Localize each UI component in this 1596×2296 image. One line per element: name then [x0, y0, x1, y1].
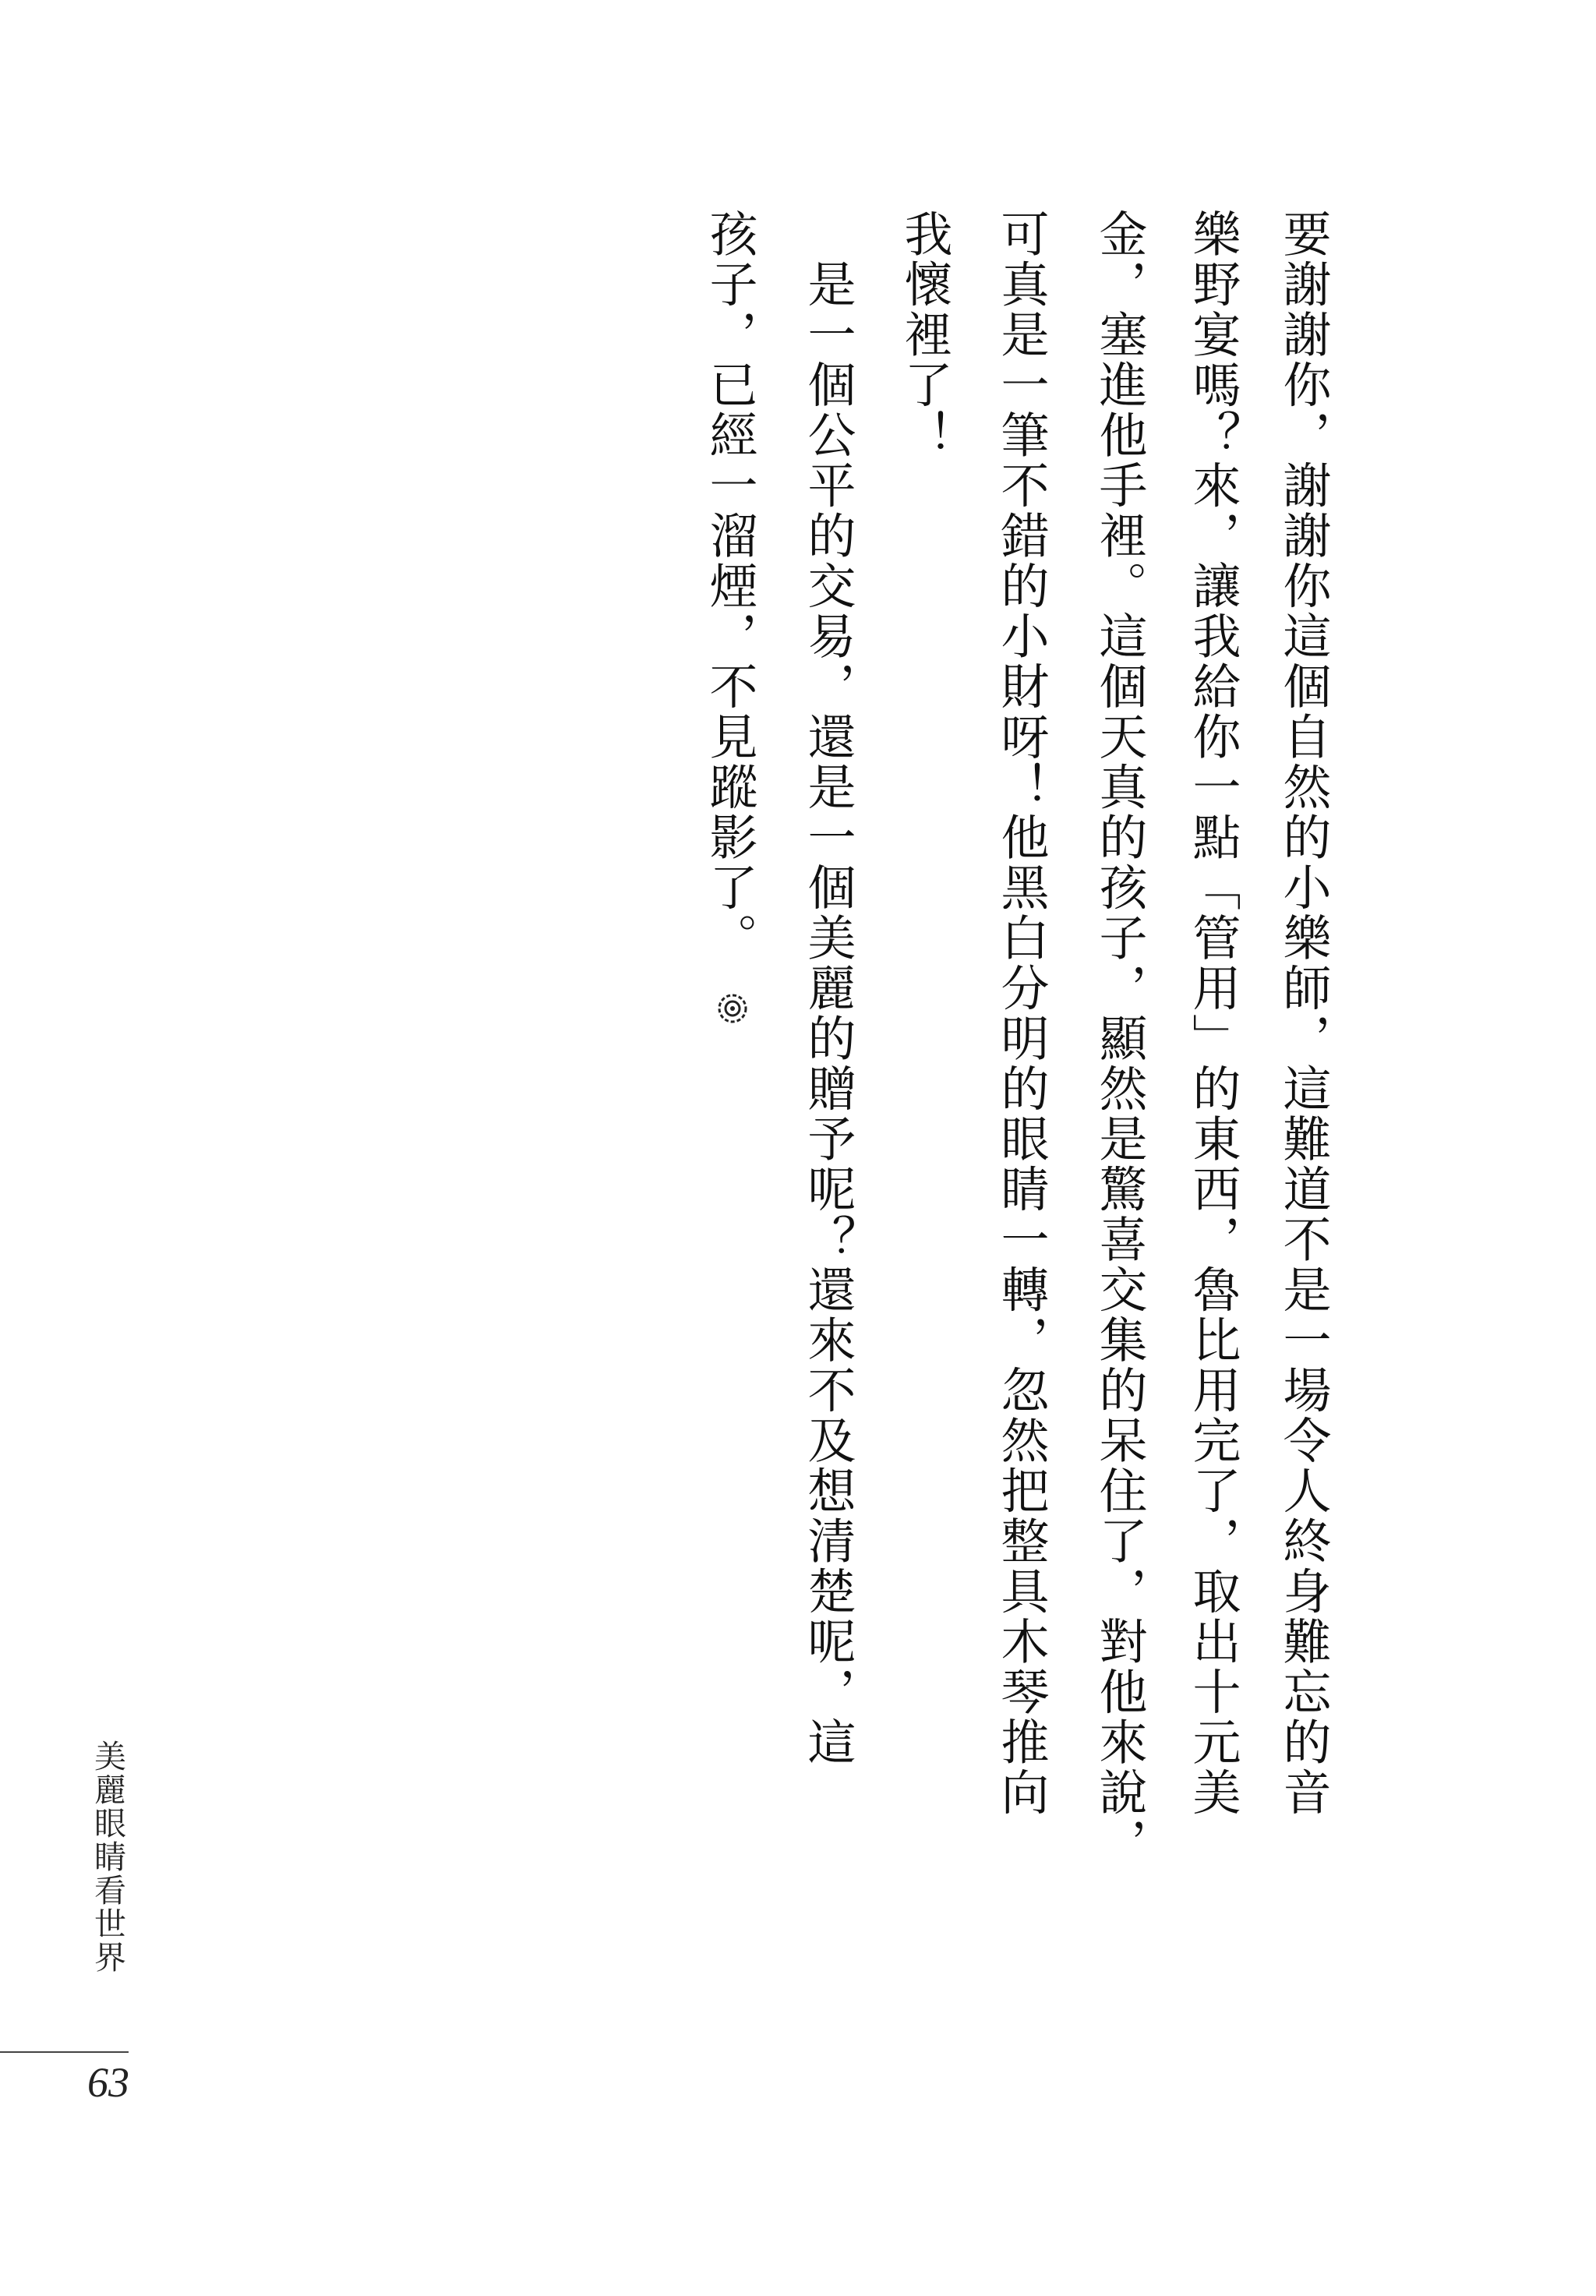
page-number: 63 [87, 2059, 129, 2106]
text-column-4: 可真是一筆不錯的小財呀！他黑白分明的眼睛一轉，忽然把整具木琴推向 [993, 209, 1050, 1817]
text-column-5: 我懷裡了！ [896, 209, 953, 461]
text-column-3: 金，塞進他手裡。這個天真的孩子，顯然是驚喜交集的呆住了，對他來說， [1091, 209, 1148, 1868]
text-column-6: 是一個公平的交易，還是一個美麗的贈予呢？還來不及想清楚呢，這 [800, 209, 856, 1768]
text-column-2: 樂野宴嗎？來，讓我給你一點「管用」的東西，魯比用完了，取出十元美 [1185, 209, 1241, 1817]
text-column-1: 要謝謝你，謝謝你這個自然的小樂師，這難道不是一場令人終身難忘的音 [1275, 209, 1332, 1817]
end-ornament-icon [715, 991, 750, 1026]
text-column-7: 孩子，已經一溜煙，不見蹤影了。 [701, 209, 758, 963]
running-title: 美麗眼睛看世界 [89, 1740, 126, 1974]
footer-divider [0, 2051, 129, 2053]
